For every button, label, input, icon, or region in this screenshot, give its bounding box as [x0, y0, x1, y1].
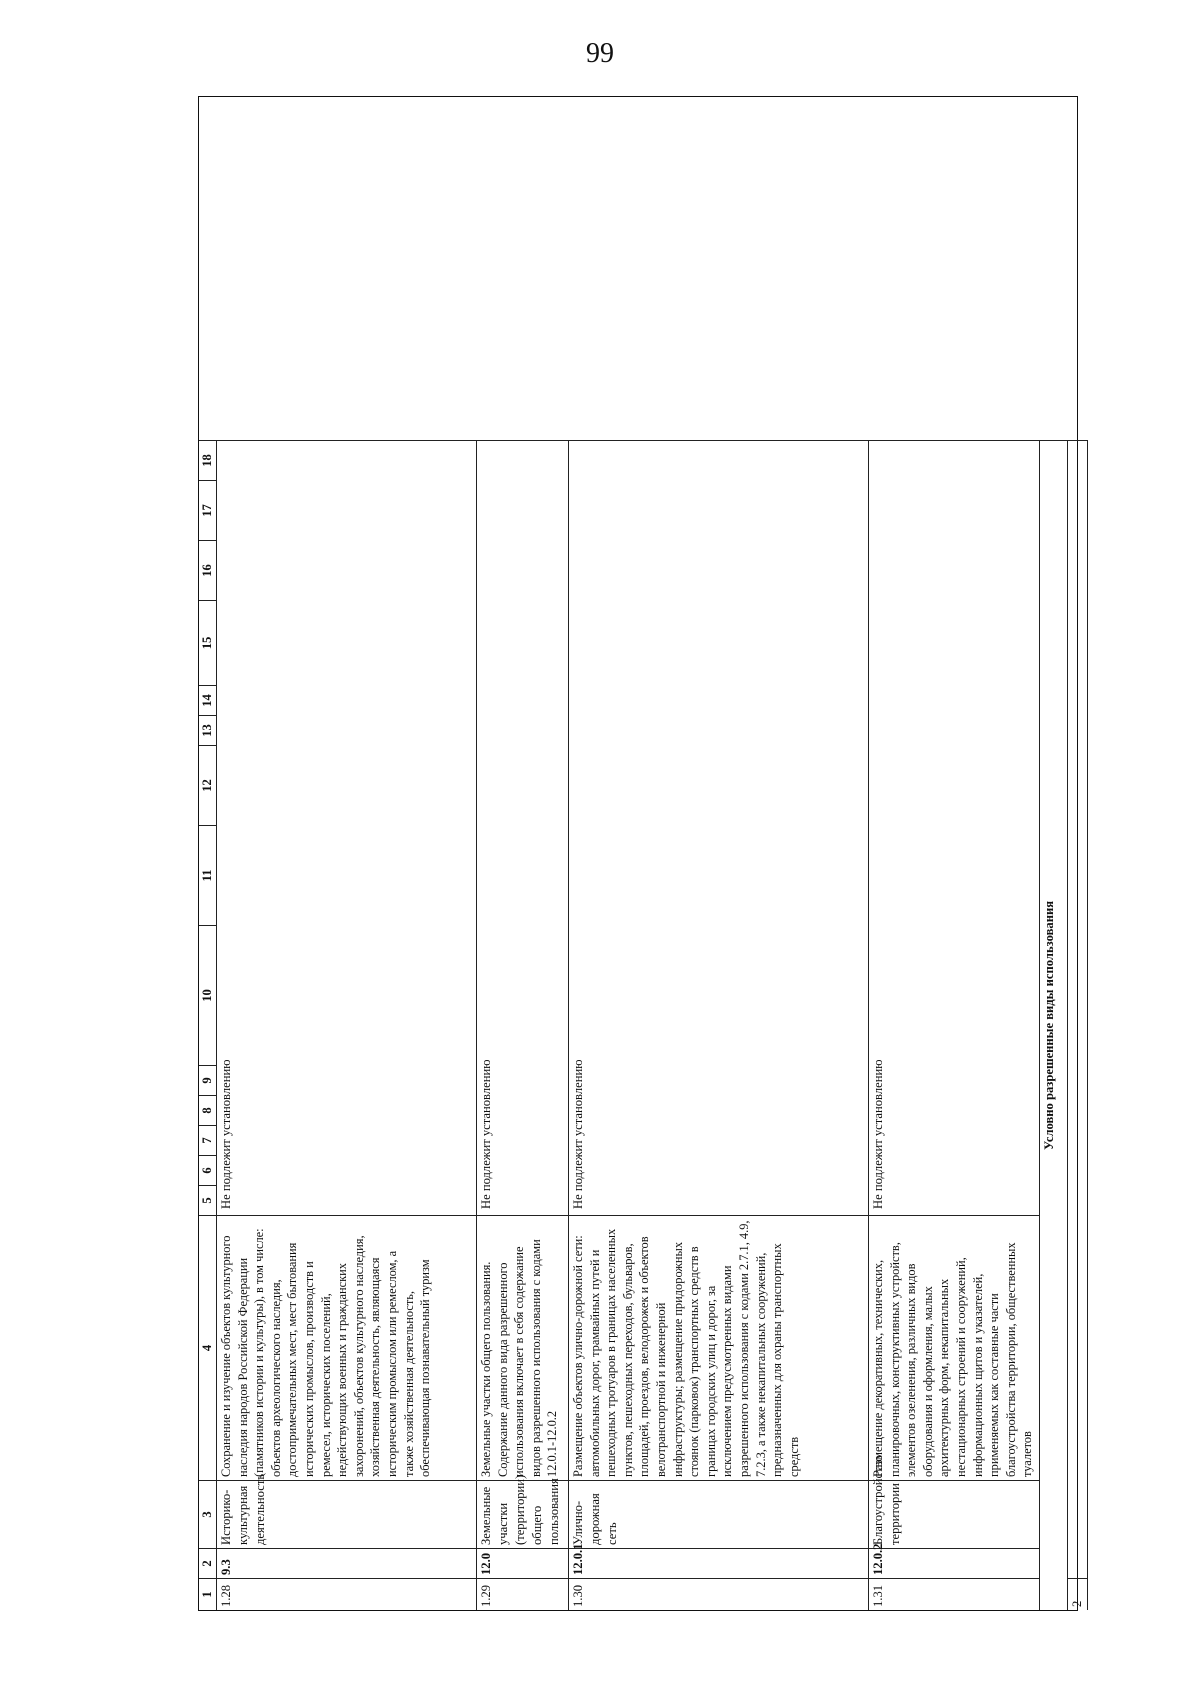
row-description: Размещение объектов улично-дорожной сети: автомобильных дорог, трамвайных путей и пешеходных тротуаров в границах населенных пунктов, пешеходных переходов, бульваров, площадей, проездов, велодорожек и объектов велотранспортной и инженерной инфраструктуры; размещение придорожных стоянок (парковок) транспортных средств в границах городских улиц и дорог, за исключением предусмотренных видами разрешенного использования с кодами 2.7.1, 4.9, 7.2.3, а также некапитальных сооружений, предназначенных для охраны транспортных средств [569, 1215, 869, 1480]
header-cell: 17 [199, 480, 217, 540]
row-code: 9.3 [217, 1548, 477, 1578]
row-params: Не подлежит установлению [217, 440, 477, 1215]
header-cell: 1 [199, 1578, 217, 1610]
rotated-table-wrapper [198, 96, 1084, 1611]
row-name: Улично-дорожная сеть [569, 1480, 869, 1548]
header-cell: 14 [199, 685, 217, 715]
row-number: 1.29 [477, 1578, 569, 1610]
header-cell: 3 [199, 1480, 217, 1548]
header-cell: 6 [199, 1155, 217, 1185]
header-cell: 8 [199, 1095, 217, 1125]
empty-cell [1068, 440, 1088, 1578]
header-cell: 5 [199, 1185, 217, 1215]
header-cell: 12 [199, 745, 217, 825]
header-cell: 16 [199, 540, 217, 600]
row-description: Размещение декоративных, технических, планировочных, конструктивных устройств, элементов озеленения, различных видов оборудования и оформления, малых архитектурных форм, некапитальных нестационарных строений и сооружений, информационных щитов и указателей, применяемых как составные части благоустройства территории, общественных туалетов [869, 1215, 1040, 1480]
row-number: 1.30 [569, 1578, 869, 1610]
row-description: Сохранение и изучение объектов культурного наследия народов Российской Федерации (памятников истории и культуры), в том числе: объектов археологического наследия, достопримечательных мест, мест бытования исторических промыслов, производств и ремесел, исторических поселений, недействующих военных и гражданских захоронений, объектов культурного наследия, хозяйственная деятельность, являющаяся историческим промыслом или ремеслом, а также хозяйственная деятельность, обеспечивающая познавательный туризм [217, 1215, 477, 1480]
row-params: Не подлежит установлению [477, 440, 569, 1215]
row-code: 12.0.2 [869, 1548, 1040, 1578]
header-cell: 2 [199, 1548, 217, 1578]
header-cell: 13 [199, 715, 217, 745]
row-description: Земельные участки общего пользования. Содержание данного вида разрешенного использования включает в себя содержание видов разрешенного использования с кодами 12.0.1-12.0.2 [477, 1215, 569, 1480]
header-cell: 10 [199, 925, 217, 1065]
section-title: Условно разрешенные виды использования [1040, 440, 1068, 1610]
header-cell: 4 [199, 1215, 217, 1480]
land-use-table [198, 96, 1084, 1611]
row-number: 2 [1068, 1578, 1088, 1610]
row-number: 1.28 [217, 1578, 477, 1610]
header-cell: 11 [199, 825, 217, 925]
row-name: Благоустройство территории [869, 1480, 1040, 1548]
page-number: 99 [586, 38, 614, 69]
header-cell: 18 [199, 440, 217, 480]
row-params: Не подлежит установлению [569, 440, 869, 1215]
row-params: Не подлежит установлению [869, 440, 1040, 1215]
header-cell: 15 [199, 600, 217, 685]
row-name: Земельные участки (территории) общего пользования [477, 1480, 569, 1548]
row-code: 12.0.1 [569, 1548, 869, 1578]
row-code: 12.0 [477, 1548, 569, 1578]
row-name: Историко-культурная деятельность [217, 1480, 477, 1548]
header-cell: 7 [199, 1125, 217, 1155]
row-number: 1.31 [869, 1578, 1040, 1610]
header-cell: 9 [199, 1065, 217, 1095]
